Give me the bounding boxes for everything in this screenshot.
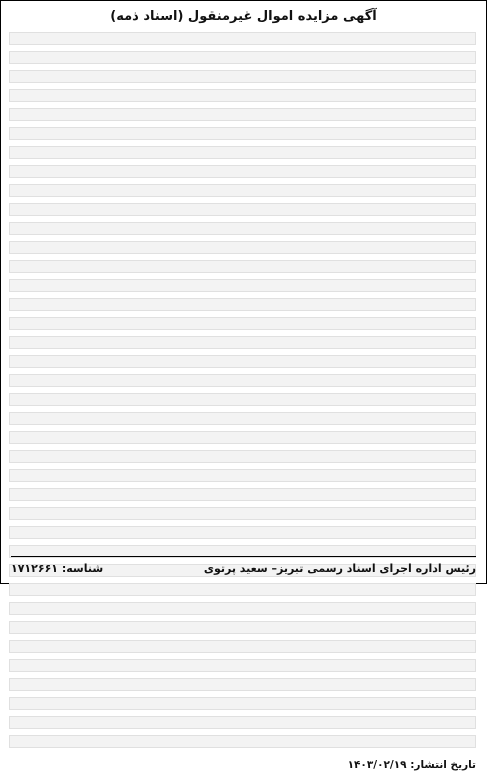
body-line [9,317,476,330]
notice-footer [11,562,476,575]
body-line [9,659,476,672]
body-line [9,716,476,729]
body-line [9,241,476,254]
body-line [9,583,476,596]
body-line [9,184,476,197]
body-line [9,621,476,634]
body-line [9,469,476,482]
body-line [9,298,476,311]
date-block [348,759,476,771]
notice-meta [11,759,476,771]
body-line [9,450,476,463]
notice-body [11,31,476,753]
footer-divider [11,556,476,557]
code-block [11,562,103,575]
body-line [9,640,476,653]
body-line [9,602,476,615]
body-line [9,279,476,292]
date-value: ۱۴۰۳/۰۲/۱۹ [347,759,407,771]
body-line [9,374,476,387]
body-line [9,260,476,273]
code-value: ۱۷۱۲۶۶۱ [11,562,58,575]
body-line [9,507,476,520]
body-line [9,89,476,102]
body-line [9,70,476,83]
body-line [9,488,476,501]
body-line [9,222,476,235]
body-line [9,51,476,64]
body-line [9,165,476,178]
body-line [9,336,476,349]
body-line [9,735,476,748]
body-line [9,697,476,710]
body-line [9,526,476,539]
body-line [9,355,476,368]
code-label: شناسه: [61,562,104,575]
body-line [9,108,476,121]
body-line [9,431,476,444]
body-line [9,203,476,216]
body-line [9,678,476,691]
body-line [9,412,476,425]
body-line [9,32,476,45]
body-line [9,146,476,159]
signer: رئیس اداره اجرای اسناد رسمی تبریز– سعید پرتوی [203,562,476,575]
body-line [9,127,476,140]
date-label: تاریخ انتشار: [410,759,476,771]
body-line [9,393,476,406]
notice-title: آگهی مزایده اموال غیرمنقول (اسناد ذمه) [110,9,377,24]
